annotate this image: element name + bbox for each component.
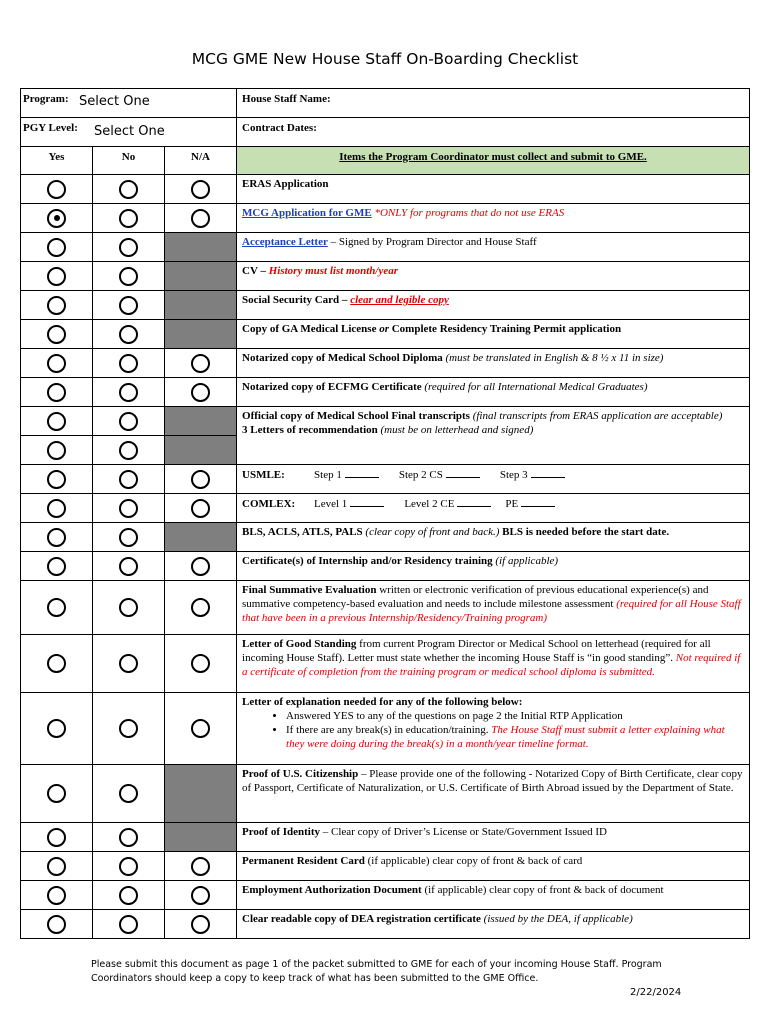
mcg-application-link[interactable]: MCG Application for GME — [242, 207, 372, 219]
yes-radio[interactable] — [47, 557, 66, 576]
no-radio[interactable] — [119, 325, 138, 344]
item-note: (issued by the DEA, if applicable) — [480, 913, 633, 925]
table-row — [21, 407, 750, 436]
table-row — [21, 823, 750, 852]
yes-radio[interactable] — [47, 886, 66, 905]
table-row — [21, 693, 750, 765]
na-disabled — [165, 436, 237, 465]
table-row — [21, 378, 750, 407]
item-text: from current Program Director or Medical School on letterhead (required for all incoming House Staff). Letter must state whether the incoming House Staff is “in good standing”. — [242, 638, 711, 664]
program-select[interactable]: Select One — [79, 94, 150, 109]
table-row — [21, 233, 750, 262]
yes-radio[interactable] — [47, 296, 66, 315]
item-label: Permanent Resident Card — [242, 855, 365, 867]
yes-radio[interactable] — [47, 325, 66, 344]
no-radio[interactable] — [119, 886, 138, 905]
acceptance-letter-link[interactable]: Acceptance Letter — [242, 236, 328, 248]
no-radio[interactable] — [119, 598, 138, 617]
item-note: The House Staff must submit a letter explaining what they were doing during the break(s) in a month/year timeline format. — [286, 724, 725, 750]
no-radio[interactable] — [119, 915, 138, 934]
na-radio[interactable] — [191, 180, 210, 199]
yes-radio[interactable] — [47, 470, 66, 489]
footer-line: Please submit this document as page 1 of the packet submitted to GME for each of your incoming House Staff. Program — [91, 959, 662, 970]
table-row — [21, 262, 750, 291]
item-note: Not required if a certificate of completion from the training program or medical school diploma is submitted. — [242, 652, 741, 678]
program-cell — [21, 89, 237, 118]
item-label: Notarized copy of Medical School Diploma — [242, 352, 443, 364]
table-row — [21, 852, 750, 881]
yes-radio[interactable] — [47, 828, 66, 847]
item-note: clear and legible copy — [350, 294, 449, 306]
item-label: Certificate(s) of Internship and/or Residency training — [242, 555, 493, 567]
table-row — [21, 881, 750, 910]
yes-radio[interactable] — [47, 180, 66, 199]
na-disabled — [165, 291, 237, 320]
usmle-step1: Step 1 — [314, 469, 342, 481]
item-label: Notarized copy of ECFMG Certificate — [242, 381, 422, 393]
no-radio[interactable] — [119, 383, 138, 402]
no-radio[interactable] — [119, 412, 138, 431]
usmle-step2-field[interactable] — [446, 467, 480, 478]
item-label: CV – — [242, 265, 269, 277]
na-disabled — [165, 407, 237, 436]
item-text: (if applicable) clear copy of front & back of card — [364, 855, 583, 867]
yes-radio[interactable] — [47, 499, 66, 518]
col-no: No — [93, 147, 165, 175]
footer-note — [91, 958, 691, 986]
yes-radio[interactable] — [47, 412, 66, 431]
na-disabled — [165, 523, 237, 552]
item-label: Copy of GA Medical License — [242, 323, 380, 335]
table-row — [21, 494, 750, 523]
item-text: written or electronic verification of previous educational experience(s) and summative competency-based evaluation and needs to include milestone assessment — [242, 584, 709, 610]
item-label: Letter of explanation needed for any of the following below: — [242, 696, 523, 708]
item-text: (if applicable) clear copy of front & back of document — [421, 884, 664, 896]
na-disabled — [165, 262, 237, 291]
na-radio[interactable] — [191, 383, 210, 402]
item-or: or — [379, 323, 389, 335]
yes-radio[interactable] — [47, 238, 66, 257]
item-note: – Signed by Program Director and House Staff — [327, 236, 537, 248]
na-disabled — [165, 823, 237, 852]
table-row — [21, 175, 750, 204]
table-row — [21, 552, 750, 581]
item-note: *ONLY for programs that do not use ERAS — [371, 207, 565, 219]
usmle-step2: Step 2 CS — [398, 469, 443, 481]
usmle-label: USMLE: — [242, 469, 285, 481]
table-row — [21, 635, 750, 693]
item-label: Proof of U.S. Citizenship — [242, 768, 359, 780]
table-row — [21, 581, 750, 635]
na-radio[interactable] — [191, 654, 210, 673]
table-row — [21, 204, 750, 233]
item-label: Final Summative Evaluation — [242, 584, 377, 596]
item-note: (must be translated in English & 8 ½ x 11 in size) — [442, 352, 664, 364]
list-item-text: If there are any break(s) in education/training. — [286, 724, 492, 736]
na-radio[interactable] — [191, 857, 210, 876]
comlex-level1: Level 1 — [314, 498, 348, 510]
no-radio[interactable] — [119, 209, 138, 228]
yes-radio[interactable] — [47, 383, 66, 402]
na-radio[interactable] — [191, 719, 210, 738]
item-note: (final transcripts from ERAS application are acceptable) — [469, 410, 723, 422]
yes-radio[interactable] — [47, 915, 66, 934]
item-text: – Please provide one of the following - Notarized Copy of Birth Certificate, clear copy of Passport, Certificate of Naturalization, or U.S. Certificate of Birth Abroad issued by the Department of State. — [242, 768, 743, 794]
item-label-rest: BLS is needed before the start date. — [502, 526, 670, 538]
contract-dates-field[interactable] — [237, 118, 750, 147]
na-disabled — [165, 320, 237, 349]
yes-radio[interactable] — [47, 654, 66, 673]
comlex-pe-field[interactable] — [521, 496, 555, 507]
no-radio[interactable] — [119, 470, 138, 489]
item-label: Proof of Identity — [242, 826, 321, 838]
item-note: (clear copy of front and back.) — [362, 526, 503, 538]
no-radio[interactable] — [119, 654, 138, 673]
yes-radio[interactable] — [47, 784, 66, 803]
item-note: (required for all International Medical Graduates) — [421, 381, 648, 393]
explanation-list — [242, 709, 745, 751]
no-radio[interactable] — [119, 267, 138, 286]
table-row — [21, 765, 750, 823]
na-radio[interactable] — [191, 598, 210, 617]
comlex-level2: Level 2 CE — [404, 498, 455, 510]
table-row — [21, 465, 750, 494]
pgy-cell — [21, 118, 237, 147]
item-label: Clear readable copy of DEA registration certificate — [242, 913, 481, 925]
item-label: Social Security Card – — [242, 294, 351, 306]
table-row — [21, 910, 750, 939]
yes-radio[interactable] — [47, 441, 66, 460]
col-items: Items the Program Coordinator must collect and submit to GME. — [237, 147, 750, 175]
item-label: BLS, ACLS, ATLS, PALS — [242, 526, 363, 538]
program-label: Program: — [23, 93, 69, 105]
item-label-rest: Complete Residency Training Permit application — [388, 323, 622, 335]
no-radio[interactable] — [119, 528, 138, 547]
contract-dates-label: Contract Dates: — [242, 122, 317, 134]
no-radio[interactable] — [119, 719, 138, 738]
yes-radio[interactable] — [47, 528, 66, 547]
item-label: Letter of Good Standing — [242, 638, 357, 650]
house-staff-name-label: House Staff Name: — [242, 93, 331, 105]
item-note: (required for all House Staff that have been in a previous Internship/Residency/Training program) — [242, 598, 741, 624]
table-row — [21, 523, 750, 552]
item-note: History must list month/year — [268, 265, 398, 277]
yes-radio[interactable] — [47, 857, 66, 876]
col-na: N/A — [165, 147, 237, 175]
no-radio[interactable] — [119, 557, 138, 576]
no-radio[interactable] — [119, 354, 138, 373]
no-radio[interactable] — [119, 857, 138, 876]
no-radio[interactable] — [119, 441, 138, 460]
item-label: Official copy of Medical School Final transcripts — [242, 410, 470, 422]
table-row — [21, 291, 750, 320]
checklist-table — [20, 88, 750, 939]
no-radio[interactable] — [119, 828, 138, 847]
na-disabled — [165, 765, 237, 823]
yes-radio[interactable] — [47, 719, 66, 738]
yes-radio[interactable] — [47, 267, 66, 286]
item-label: Employment Authorization Document — [242, 884, 422, 896]
usmle-step1-field[interactable] — [345, 467, 379, 478]
list-item — [286, 709, 745, 723]
item-note: (must be on letterhead and signed) — [377, 424, 534, 436]
comlex-level2-field[interactable] — [457, 496, 491, 507]
comlex-level1-field[interactable] — [350, 496, 384, 507]
no-radio[interactable] — [119, 784, 138, 803]
na-disabled — [165, 233, 237, 262]
item-label: 3 Letters of recommendation — [242, 424, 378, 436]
page-title: MCG GME New House Staff On-Boarding Checklist — [191, 50, 579, 68]
house-staff-name-field[interactable] — [237, 89, 750, 118]
pgy-select[interactable]: Select One — [94, 124, 165, 139]
table-row — [21, 320, 750, 349]
yes-radio-selected[interactable] — [47, 209, 66, 228]
yes-radio[interactable] — [47, 354, 66, 373]
list-item — [286, 723, 745, 751]
item-text: – Clear copy of Driver’s License or State/Government Issued ID — [320, 826, 607, 838]
list-item-text: Answered YES to any of the questions on page 2 the Initial RTP Application — [286, 710, 623, 722]
item-label: ERAS Application — [242, 178, 329, 190]
no-radio[interactable] — [119, 238, 138, 257]
no-radio[interactable] — [119, 499, 138, 518]
footer-line: Coordinators should keep a copy to keep track of what has been submitted to the GME Office. — [91, 973, 539, 984]
col-yes: Yes — [21, 147, 93, 175]
na-radio[interactable] — [191, 470, 210, 489]
usmle-step3-field[interactable] — [531, 467, 565, 478]
no-radio[interactable] — [119, 296, 138, 315]
no-radio[interactable] — [119, 180, 138, 199]
item-note: (if applicable) — [492, 555, 559, 567]
na-radio[interactable] — [191, 499, 210, 518]
na-radio[interactable] — [191, 557, 210, 576]
table-row — [21, 349, 750, 378]
na-radio[interactable] — [191, 209, 210, 228]
comlex-pe: PE — [505, 498, 519, 510]
na-radio[interactable] — [191, 886, 210, 905]
usmle-step3: Step 3 — [499, 469, 528, 481]
comlex-label: COMLEX: — [242, 498, 296, 510]
pgy-label: PGY Level: — [23, 122, 78, 134]
na-radio[interactable] — [191, 354, 210, 373]
na-radio[interactable] — [191, 915, 210, 934]
document-date: 2/22/2024 — [630, 987, 682, 998]
yes-radio[interactable] — [47, 598, 66, 617]
